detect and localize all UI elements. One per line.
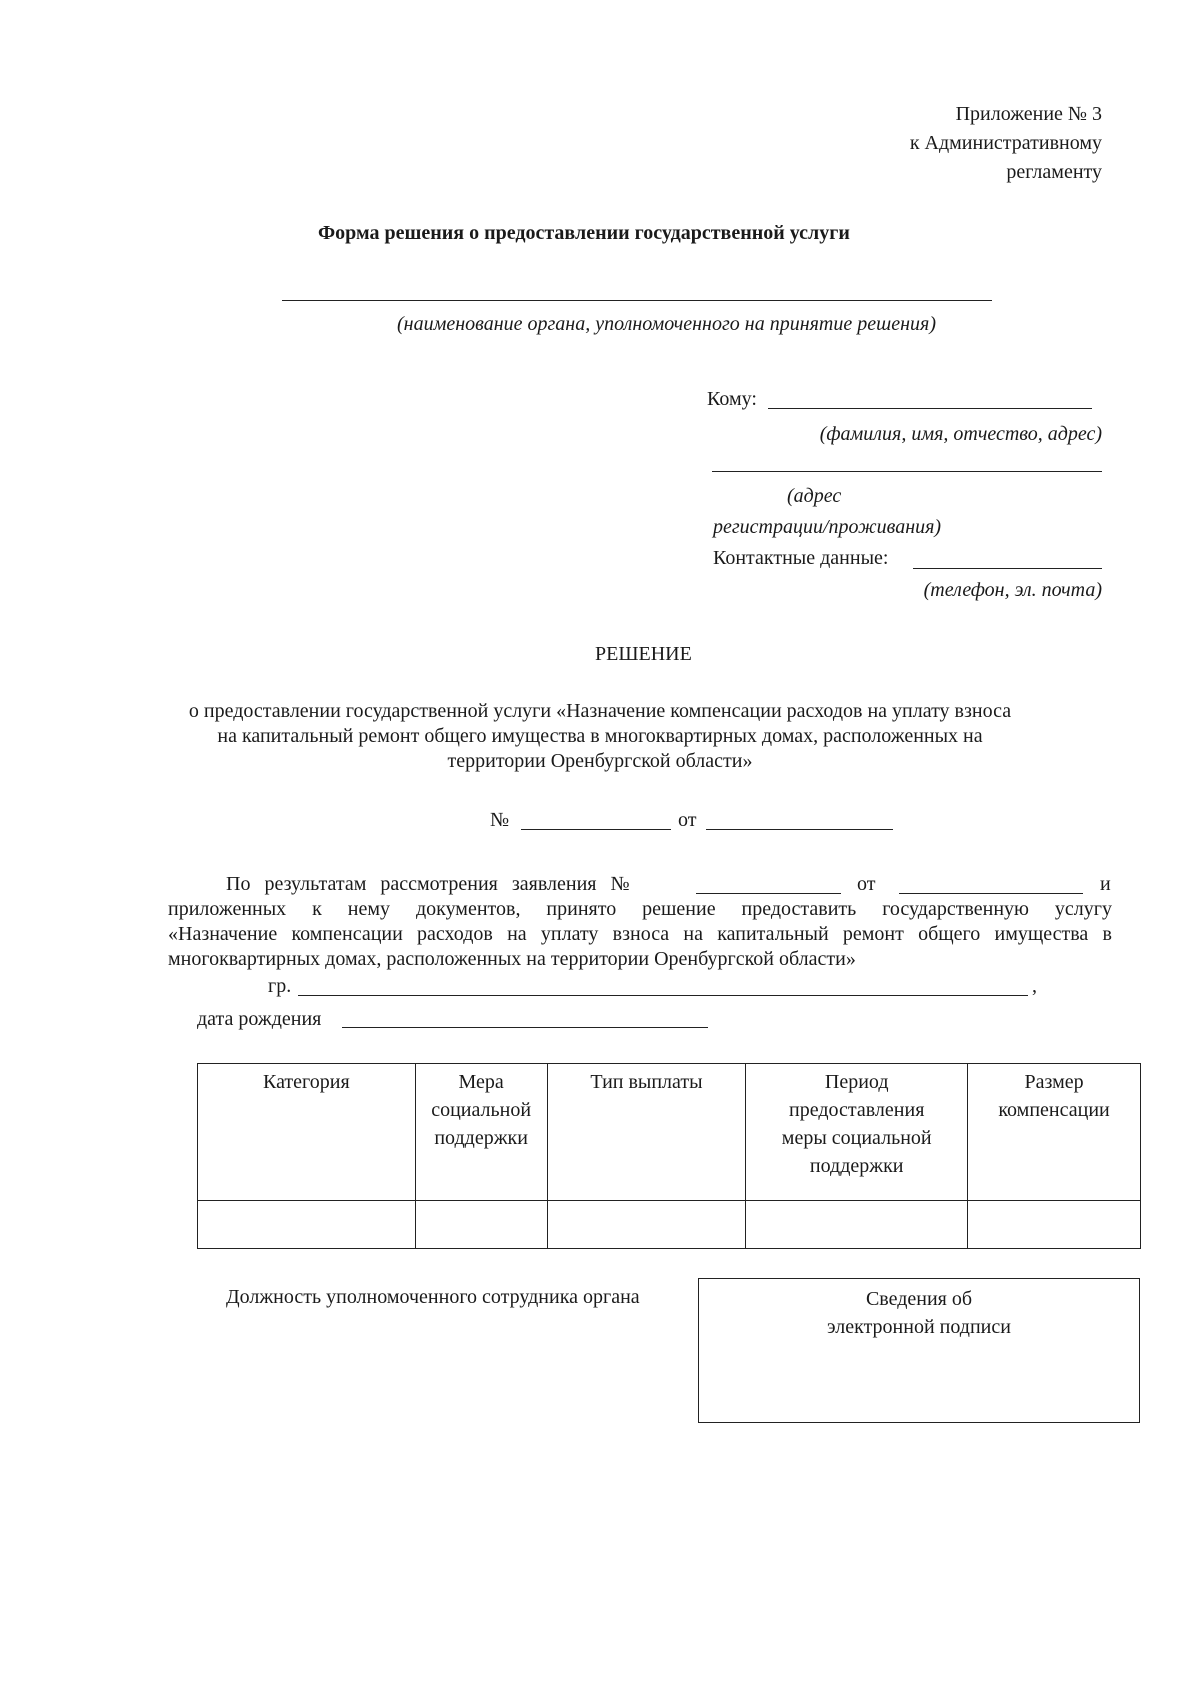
to-line[interactable]: [768, 408, 1092, 409]
appendix-line-1: Приложение № 3: [955, 103, 1102, 125]
appendix-line-3: регламенту: [1006, 161, 1102, 183]
decision-subtitle-1: о предоставлении государственной услуги «Назначение компенсации расходов на уплату взноса: [188, 700, 1012, 722]
cell-period[interactable]: [746, 1201, 968, 1249]
citizen-label: гр.: [268, 975, 292, 997]
e-signature-line-2: электронной подписи: [827, 1316, 1011, 1338]
header-period-line: поддержки: [809, 1155, 904, 1177]
body-p1-and: и: [1100, 873, 1111, 895]
birth-date-line[interactable]: [342, 1027, 708, 1028]
contacts-line[interactable]: [913, 568, 1102, 569]
e-signature-line-1: Сведения об: [865, 1288, 973, 1310]
address-caption-2: регистрации/проживания): [713, 516, 942, 538]
body-p3: «Назначение компенсации расходов на уплату взноса на капитальный ремонт общего имущества в: [168, 923, 1112, 945]
decision-date-line[interactable]: [706, 829, 893, 830]
header-period-line: предоставления: [789, 1099, 925, 1121]
header-payment-type-text: Тип выплаты: [590, 1071, 703, 1093]
address-caption-1: (адрес: [787, 485, 842, 507]
measures-table: [197, 1063, 1141, 1249]
decision-subtitle-3: территории Оренбургской области»: [447, 750, 753, 772]
header-amount: [968, 1064, 1141, 1201]
cell-category[interactable]: [198, 1201, 416, 1249]
citizen-comma: ,: [1032, 975, 1037, 997]
header-category-text: Категория: [263, 1071, 350, 1093]
form-title: Форма решения о предоставлении государственной услуги: [318, 222, 850, 244]
application-number-line[interactable]: [696, 893, 841, 894]
header-amount-line: компенсации: [998, 1099, 1110, 1121]
header-period-line: меры социальной: [781, 1127, 932, 1149]
citizen-line[interactable]: [298, 995, 1028, 996]
fio-caption: (фамилия, имя, отчество, адрес): [819, 423, 1102, 445]
cell-payment-type[interactable]: [547, 1201, 746, 1249]
e-signature-box: [698, 1278, 1140, 1423]
decision-number-label: №: [490, 809, 510, 831]
application-date-line[interactable]: [899, 893, 1083, 894]
header-measure-line: социальной: [431, 1099, 532, 1121]
decision-number-line[interactable]: [521, 829, 671, 830]
body-p1-from: от: [857, 873, 876, 895]
contacts-caption: (телефон, эл. почта): [923, 579, 1102, 601]
birth-date-label: дата рождения: [197, 1008, 322, 1030]
decision-from-label: от: [678, 809, 697, 831]
header-measure-line: Мера: [458, 1071, 504, 1093]
body-p1-start: По результатам рассмотрения заявления №: [226, 873, 630, 895]
appendix-line-2: к Административному: [909, 132, 1102, 154]
header-measure: [415, 1064, 547, 1201]
decision-heading: РЕШЕНИЕ: [595, 643, 692, 665]
to-label: Кому:: [707, 388, 757, 410]
header-amount-line: Размер: [1024, 1071, 1084, 1093]
address-line[interactable]: [712, 471, 1102, 472]
contacts-label: Контактные данные:: [713, 547, 889, 569]
header-payment-type: [547, 1064, 746, 1201]
org-name-line[interactable]: [282, 300, 992, 301]
header-measure-line: поддержки: [434, 1127, 528, 1149]
official-position-label: Должность уполномоченного сотрудника органа: [226, 1286, 640, 1308]
cell-measure[interactable]: [415, 1201, 547, 1249]
cell-amount[interactable]: [968, 1201, 1141, 1249]
org-caption: (наименование органа, уполномоченного на принятие решения): [397, 313, 936, 335]
header-period: [746, 1064, 968, 1201]
table-header-row: [198, 1064, 1141, 1201]
header-category: [198, 1064, 416, 1201]
body-p4: многоквартирных домах, расположенных на территории Оренбургской области»: [168, 948, 856, 970]
table-row: [198, 1201, 1141, 1249]
header-period-line: Период: [824, 1071, 889, 1093]
body-p2: приложенных к нему документов, принято решение предоставить государственную услугу: [168, 898, 1112, 920]
decision-subtitle-2: на капитальный ремонт общего имущества в многоквартирных домах, расположенных на: [217, 725, 983, 747]
